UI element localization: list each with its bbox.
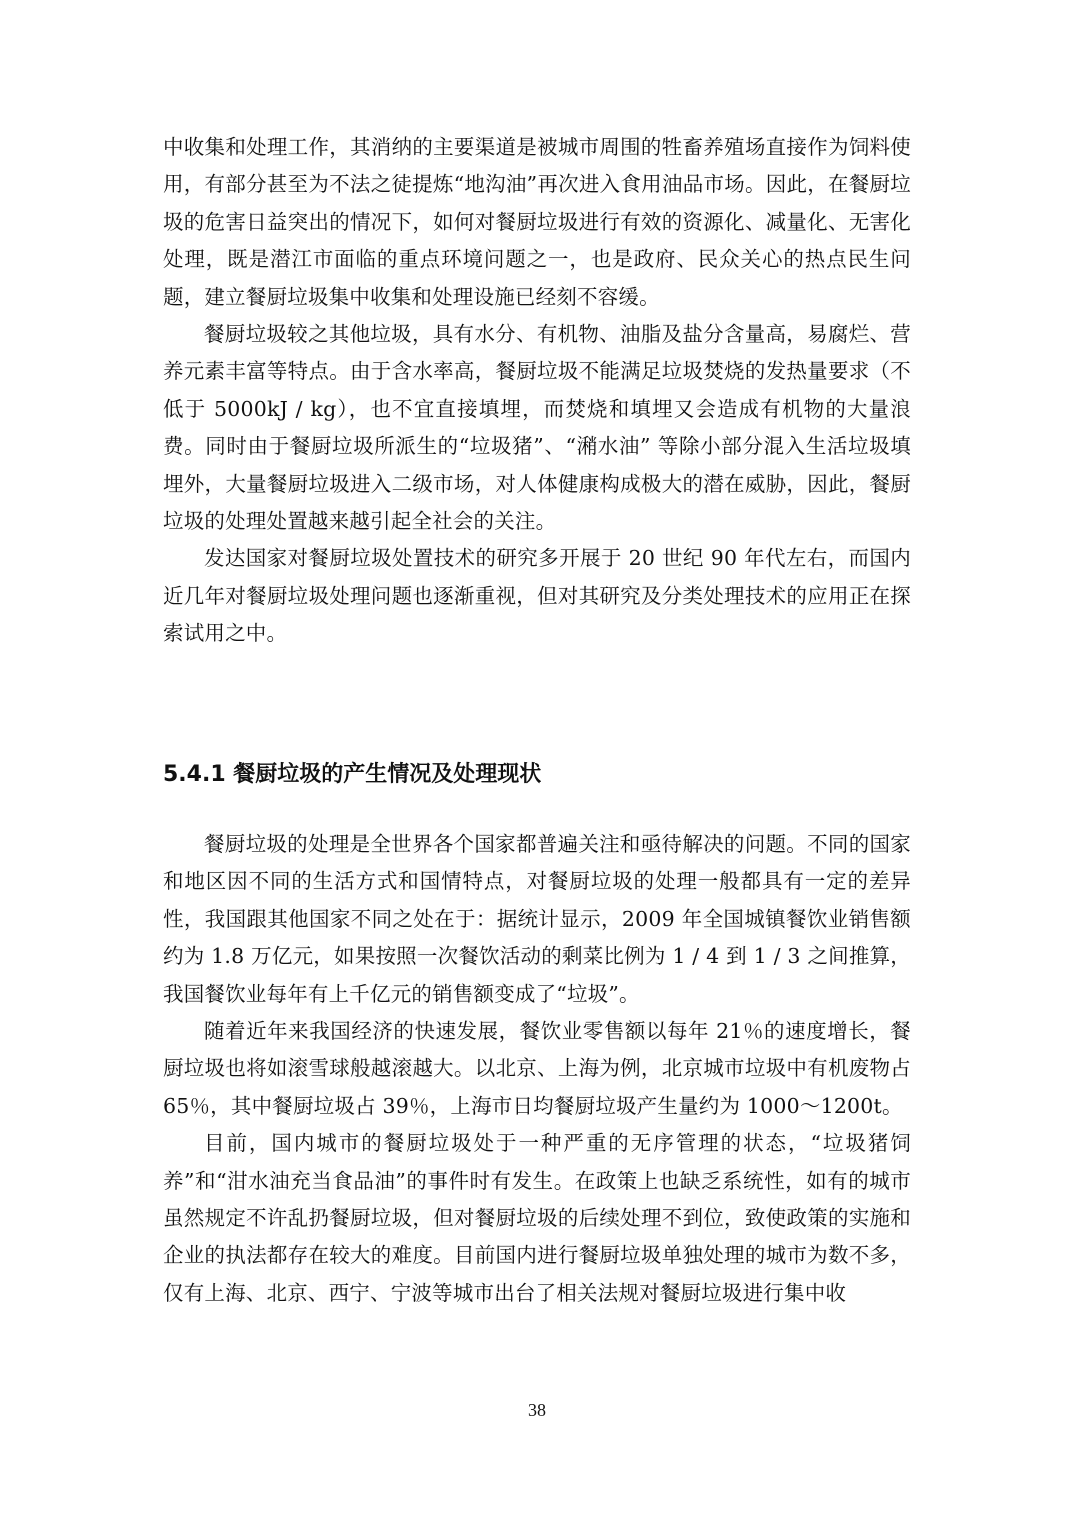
body-text-before-heading [163,129,911,653]
paragraph: 中收集和处理工作，其消纳的主要渠道是被城市周围的牲畜养殖场直接作为饲料使用，有部分甚至为不法之徒提炼“地沟油”再次进入食用油品市场。因此，在餐厨垃圾的危害日益突出的情况下，如何对餐厨垃圾进行有效的资源化、减量化、无害化处理，既是潜江市面临的重点环境问题之一，也是政府、民众关心的热点民生问题，建立餐厨垃圾集中收集和处理设施已经刻不容缓。 [163,135,911,309]
paragraph: 目前，国内城市的餐厨垃圾处于一种严重的无序管理的状态，“垃圾猪饲养”和“泔水油充当食品油”的事件时有发生。在政策上也缺乏系统性，如有的城市虽然规定不许乱扔餐厨垃圾，但对餐厨垃圾的后续处理不到位，致使政策的实施和企业的执法都存在较大的难度。目前国内进行餐厨垃圾单独处理的城市为数不多，仅有上海、北京、西宁、宁波等城市出台了相关法规对餐厨垃圾进行集中收 [163,1131,911,1305]
body-text-after-heading [163,826,911,1312]
paragraph: 随着近年来我国经济的快速发展，餐饮业零售额以每年 21％的速度增长，餐厨垃圾也将如滚雪球般越滚越大。以北京、上海为例，北京城市垃圾中有机废物占 65％，其中餐厨垃圾占 39％，上海市日均餐厨垃圾产生量约为 1000～1200t。 [163,1019,911,1118]
section-heading: 5.4.1 餐厨垃圾的产生情况及处理现状 [163,762,542,787]
paragraph: 餐厨垃圾的处理是全世界各个国家都普遍关注和亟待解决的问题。不同的国家和地区因不同的生活方式和国情特点，对餐厨垃圾的处理一般都具有一定的差异性，我国跟其他国家不同之处在于：据统计显示，2009 年全国城镇餐饮业销售额约为 1.8 万亿元，如果按照一次餐饮活动的剩菜比例为 1 / 4 到 1 / 3 之间推算，我国餐饮业每年有上千亿元的销售额变成了“垃圾”。 [163,832,911,1006]
paragraph: 餐厨垃圾较之其他垃圾，具有水分、有机物、油脂及盐分含量高，易腐烂、营养元素丰富等特点。由于含水率高，餐厨垃圾不能满足垃圾焚烧的发热量要求（不低于 5000kJ / kg），也不宜直接填埋，而焚烧和填埋又会造成有机物的大量浪费。同时由于餐厨垃圾所派生的“垃圾猪”、“潲水油” 等除小部分混入生活垃圾填埋外，大量餐厨垃圾进入二级市场，对人体健康构成极大的潜在威胁，因此，餐厨垃圾的处理处置越来越引起全社会的关注。 [163,322,911,534]
paragraph: 发达国家对餐厨垃圾处置技术的研究多开展于 20 世纪 90 年代左右，而国内近几年对餐厨垃圾处理问题也逐渐重视，但对其研究及分类处理技术的应用正在探索试用之中。 [163,546,911,646]
page-number: 38 [528,1400,546,1420]
